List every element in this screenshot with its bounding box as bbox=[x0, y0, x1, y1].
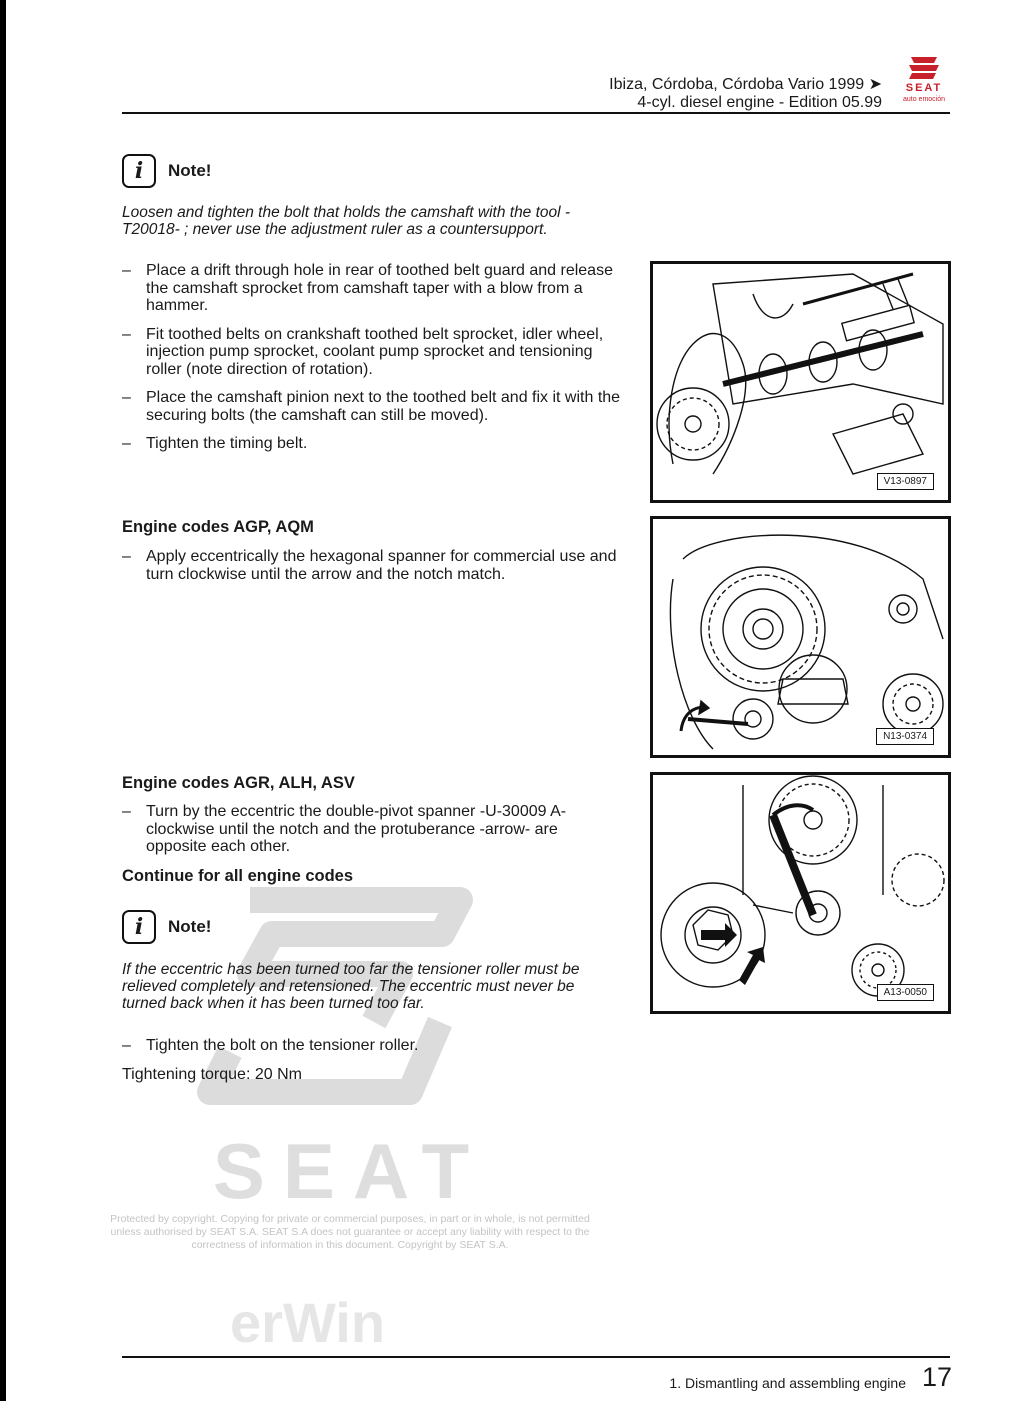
list-item: – Place a drift through hole in rear of toothed belt guard and release the camshaft sprocket from camshaft taper with a blow from a hammer. bbox=[122, 262, 622, 315]
footer-rule bbox=[122, 1356, 950, 1358]
copyright-watermark: Protected by copyright. Copying for private or commercial purposes, in part or in whole, is not permitted unless authorised by SEAT S.A. SEAT S.A does not guarantee or accept any liability with respect to the correctness of information in this document. Copyright by SEAT S.A. bbox=[110, 1213, 590, 1251]
page-number: 17 bbox=[921, 1362, 952, 1392]
list-item: – Tighten the timing belt. bbox=[122, 435, 622, 453]
figure-label: N13-0374 bbox=[876, 728, 934, 745]
step-list-agr bbox=[122, 803, 622, 867]
step-list-1 bbox=[122, 262, 622, 464]
page-edge-bar bbox=[0, 0, 6, 1401]
continue-heading: Continue for all engine codes bbox=[122, 867, 354, 885]
figure-camshaft bbox=[650, 261, 951, 503]
list-item: – Fit toothed belts on crankshaft toothed belt sprocket, idler wheel, injection pump sprocket, coolant pump sprocket and tensioning roller (note direction of rotation). bbox=[122, 326, 622, 379]
step-list-agp bbox=[122, 548, 622, 594]
step-list-final bbox=[122, 1037, 622, 1066]
svg-text:SEAT: SEAT bbox=[212, 1127, 488, 1210]
note-2 bbox=[122, 910, 211, 944]
section-heading-agr: Engine codes AGR, ALH, ASV bbox=[122, 774, 355, 792]
torque-spec: Tightening torque: 20 Nm bbox=[122, 1066, 302, 1083]
info-icon: i bbox=[122, 910, 156, 944]
footer-chapter: 1. Dismantling and assembling engine bbox=[669, 1375, 906, 1391]
seat-logo bbox=[893, 55, 955, 105]
figure-tensioner-agr bbox=[650, 772, 951, 1014]
section-heading-agp: Engine codes AGP, AQM bbox=[122, 518, 314, 536]
note-2-text: If the eccentric has been turned too far the tensioner roller must be relieved completely and retensioned. The eccentric must never be turned back when it has been turned too far. bbox=[122, 961, 580, 1012]
list-item: – Place the camshaft pinion next to the toothed belt and fix it with the securing bolts (the camshaft can still be moved). bbox=[122, 389, 622, 424]
figure-label: V13-0897 bbox=[877, 473, 934, 490]
note-1-text: Loosen and tighten the bolt that holds the camshaft with the tool -T20018- ; never use the adjustment ruler as a countersupport. bbox=[122, 204, 571, 238]
header-rule bbox=[122, 112, 950, 114]
note-1 bbox=[122, 154, 211, 188]
figure-label: A13-0050 bbox=[877, 984, 934, 1001]
header-subtitle: 4-cyl. diesel engine - Edition 05.99 bbox=[637, 94, 882, 111]
note-label: Note! bbox=[168, 161, 212, 180]
svg-text:auto emoción: auto emoción bbox=[902, 96, 946, 103]
figure-tensioner-agp bbox=[650, 516, 951, 758]
note-label: Note! bbox=[168, 917, 212, 936]
svg-text:SEAT: SEAT bbox=[905, 82, 943, 94]
list-item: – Turn by the eccentric the double-pivot spanner -U-30009 A- clockwise until the notch and the protuberance -arrow- are opposite each other. bbox=[122, 803, 622, 856]
header-title: Ibiza, Córdoba, Córdoba Vario 1999 ➤ bbox=[609, 76, 882, 93]
list-item: – Apply eccentrically the hexagonal spanner for commercial use and turn clockwise until the arrow and the notch match. bbox=[122, 548, 622, 583]
info-icon: i bbox=[122, 154, 156, 188]
erwin-watermark: erWin bbox=[230, 1291, 386, 1354]
list-item: – Tighten the bolt on the tensioner roller. bbox=[122, 1037, 622, 1055]
